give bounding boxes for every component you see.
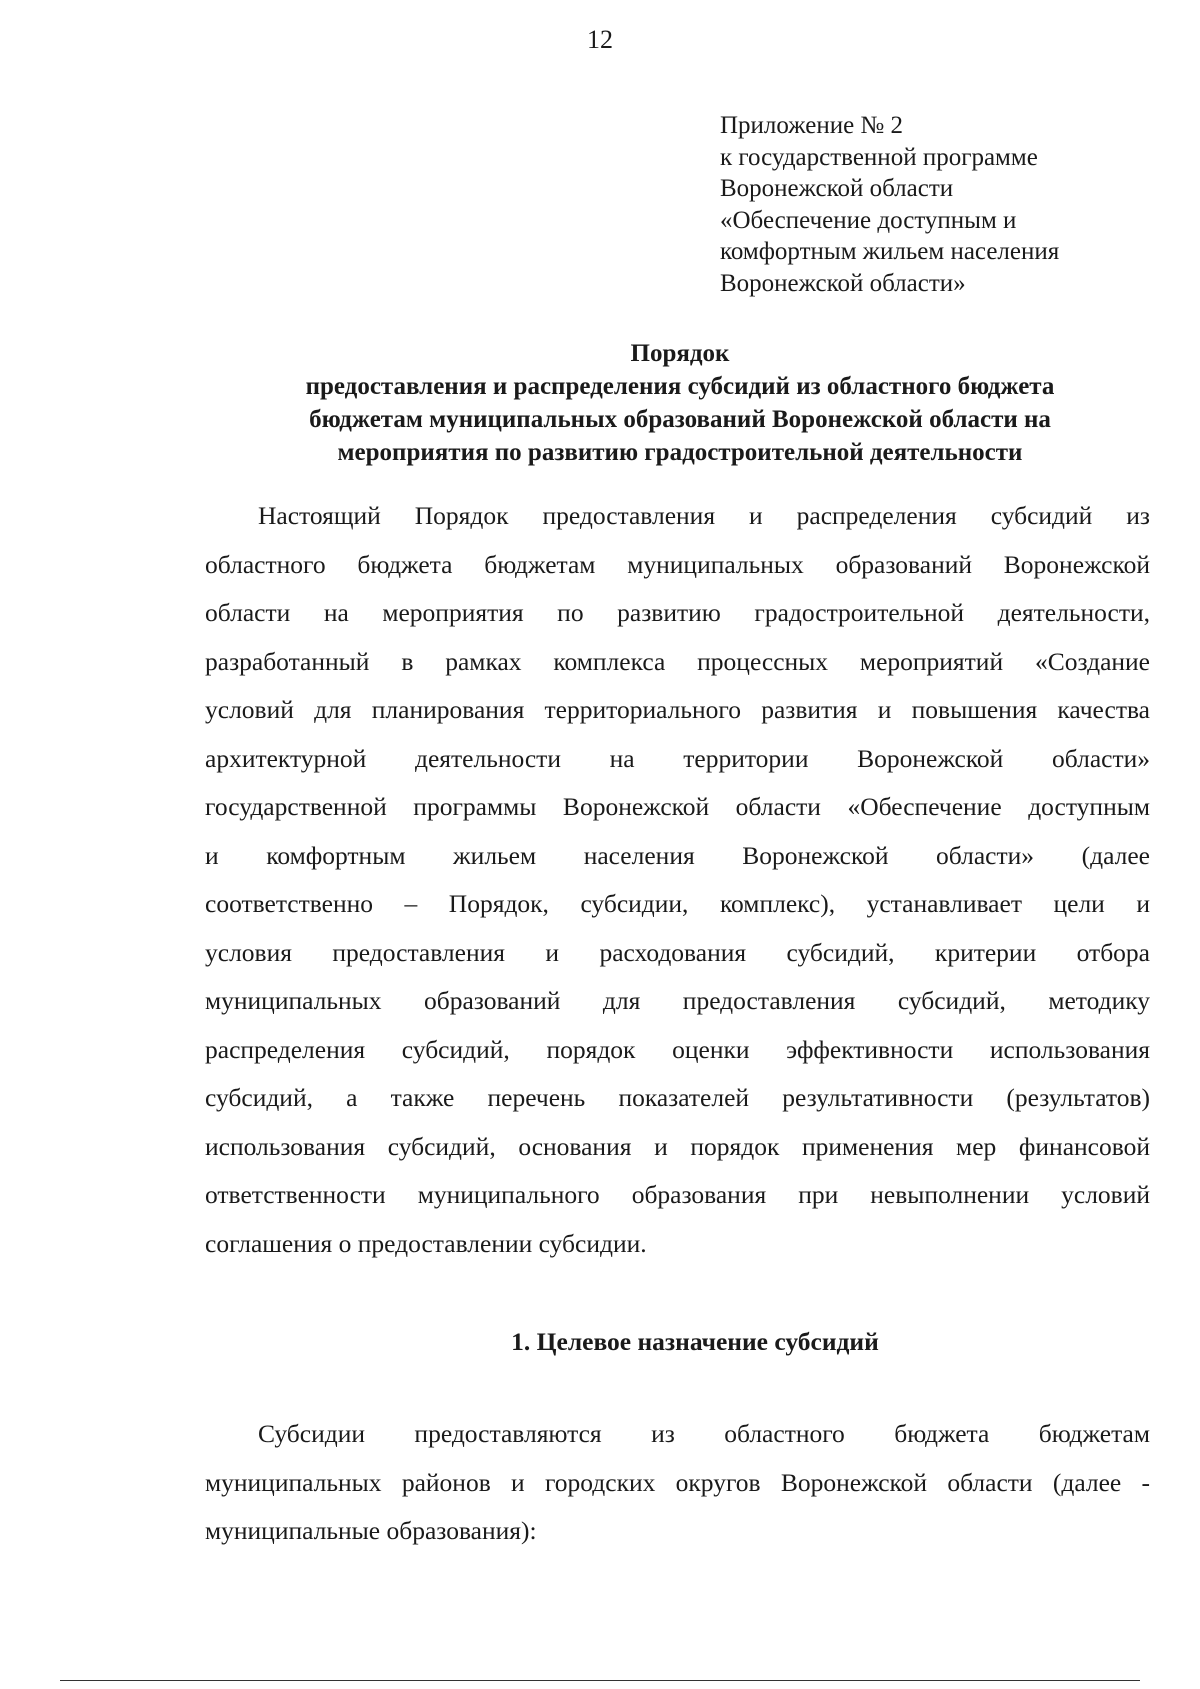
section-heading: 1. Целевое назначение субсидий	[511, 1327, 879, 1356]
appendix-line: Воронежской области	[720, 175, 954, 202]
paragraph-line: разработанный в рамках комплекса процессных мероприятий «Создание	[205, 646, 1150, 676]
paragraph-line: муниципальных районов и городских округов Воронежской области (далее -	[205, 1467, 1150, 1497]
appendix-line: к государственной программе	[720, 143, 1038, 171]
paragraph-line: муниципальные образования):	[205, 1516, 537, 1545]
paragraph-line: области на мероприятия по развитию градостроительной деятельности,	[205, 598, 1150, 627]
title-line: бюджетам муниципальных образований Воронежской области на	[309, 406, 1051, 433]
paragraph-line: муниципальных образований для предоставления субсидий, методику	[205, 986, 1150, 1015]
page-number: 12	[587, 25, 613, 54]
paragraph-line: соответственно – Порядок, субсидии, комплекс), устанавливает цели и	[205, 889, 1150, 918]
paragraph-line: государственной программы Воронежской области «Обеспечение доступным	[205, 792, 1150, 821]
paragraph-line: архитектурной деятельности на территории Воронежской области»	[205, 743, 1150, 773]
paragraph-line: условий для планирования территориального развития и повышения качества	[205, 695, 1150, 724]
paragraph-line: распределения субсидий, порядок оценки эффективности использования	[205, 1034, 1150, 1064]
paragraph-line: и комфортным жильем населения Воронежской области» (далее	[205, 840, 1150, 870]
appendix-reference	[720, 110, 1160, 299]
appendix-line: Воронежской области»	[720, 269, 966, 297]
appendix-line: Приложение № 2	[720, 112, 904, 139]
paragraph-line: соглашения о предоставлении субсидии.	[205, 1228, 647, 1258]
paragraph-line: субсидий, а также перечень показателей результативности (результатов)	[205, 1083, 1150, 1112]
paragraph-line: использования субсидий, основания и порядок применения мер финансовой	[205, 1131, 1150, 1161]
title-line: предоставления и распределения субсидий из областного бюджета	[305, 373, 1055, 400]
paragraph-line: Субсидии предоставляются из областного бюджета бюджетам	[258, 1419, 1150, 1448]
intro-paragraph	[205, 492, 1150, 1268]
paragraph-line: Настоящий Порядок предоставления и распределения субсидий из	[258, 501, 1150, 530]
appendix-line: «Обеспечение доступным и	[720, 206, 1017, 234]
appendix-line: комфортным жильем населения	[720, 238, 1060, 265]
page-bottom-rule	[60, 1680, 1140, 1681]
paragraph-line: ответственности муниципального образования при невыполнении условий	[205, 1180, 1150, 1209]
document-title	[190, 337, 1170, 469]
section-paragraph	[205, 1410, 1150, 1556]
title-line: мероприятия по развитию градостроительной деятельности	[337, 439, 1023, 466]
title-line: Порядок	[630, 340, 730, 367]
paragraph-line: условия предоставления и расходования субсидий, критерии отбора	[205, 937, 1150, 967]
paragraph-line: областного бюджета бюджетам муниципальных образований Воронежской	[205, 549, 1150, 579]
